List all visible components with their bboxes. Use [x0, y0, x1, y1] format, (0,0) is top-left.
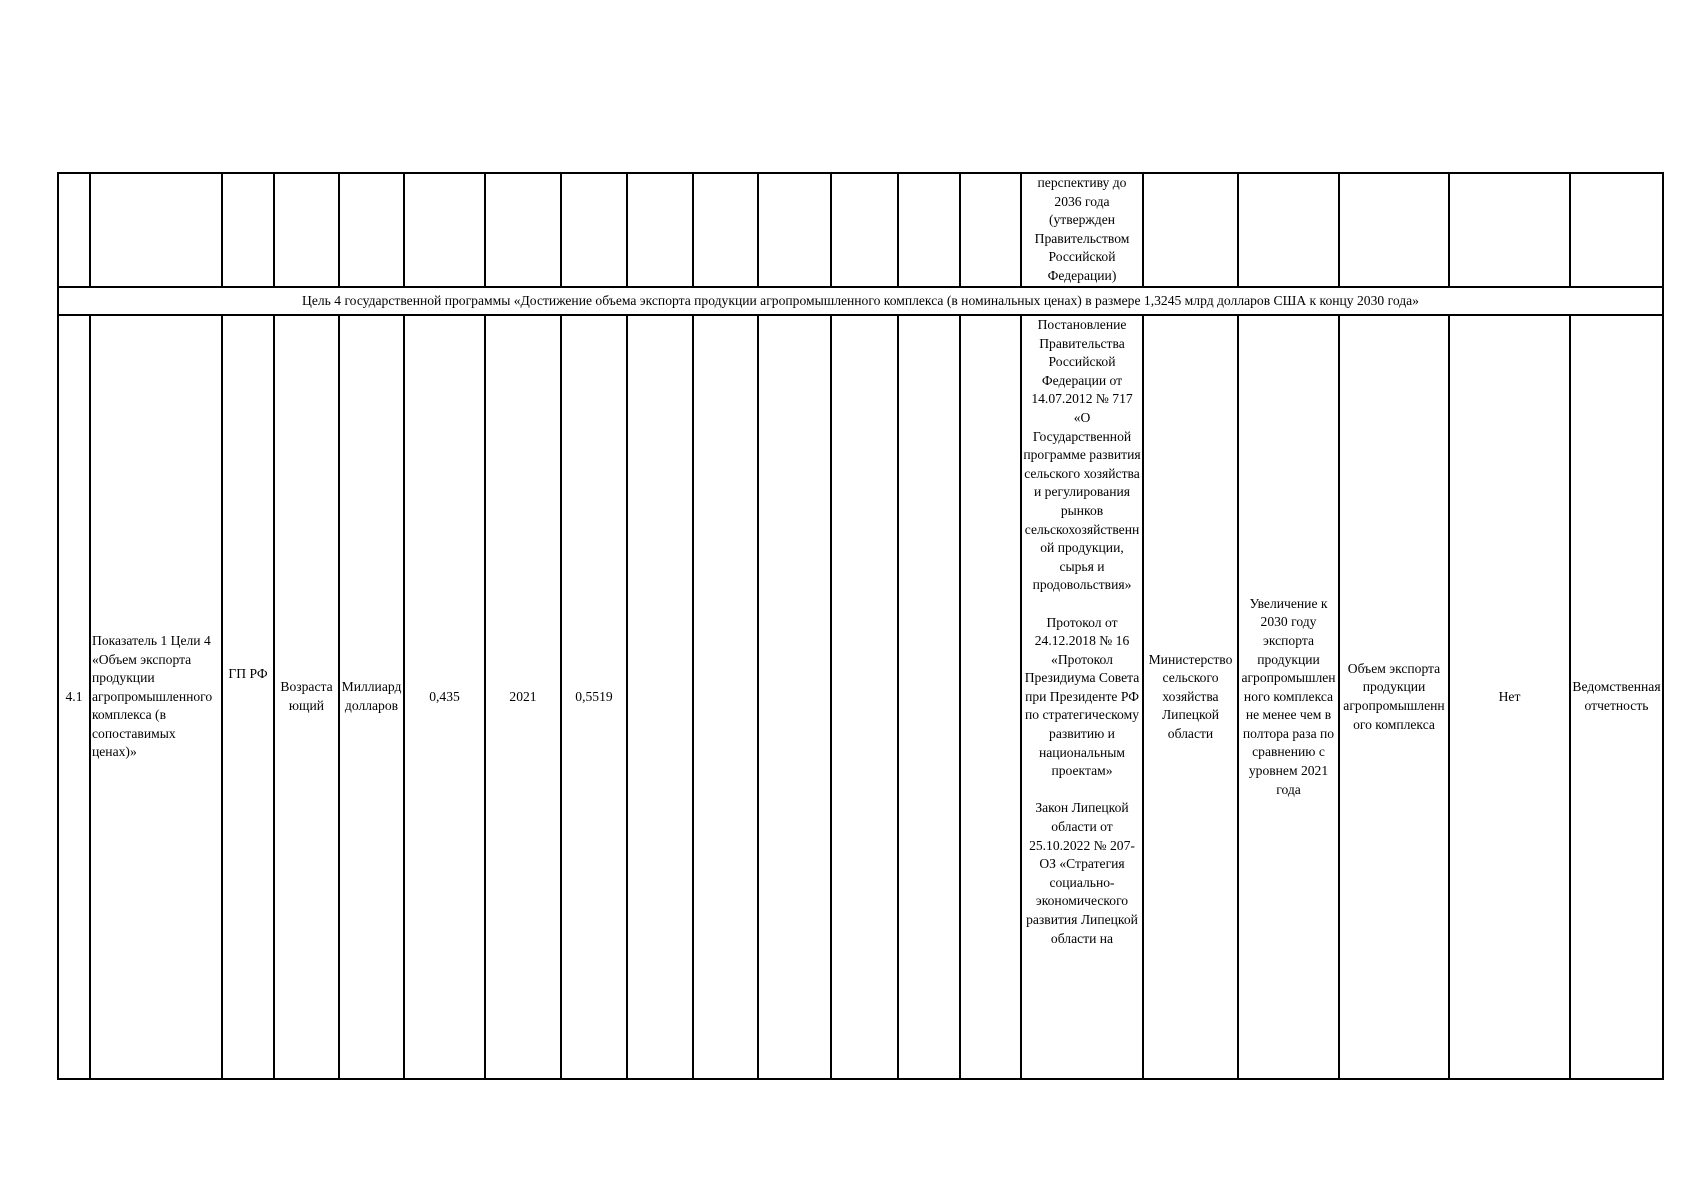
cell-empty — [831, 315, 898, 1079]
cell-empty — [898, 173, 960, 287]
cell-empty — [561, 173, 627, 287]
result-link: Объем экспорта продукции агропромышленного комплекса — [1339, 315, 1449, 1079]
cell-empty — [627, 315, 693, 1079]
base-year: 2021 — [485, 315, 561, 1079]
cell-empty — [90, 173, 222, 287]
cell-empty — [339, 173, 404, 287]
cell-empty — [1570, 173, 1663, 287]
indicator-unit: Миллиард долларов — [339, 315, 404, 1079]
basis-document-1: Постановление Правительства Российской Федерации от 14.07.2012 № 717 «О Государственной программе развития сельского хозяйства и регулирования рынков сельскохозяйственной продукции, сырья и продовольствия» — [1023, 317, 1141, 593]
cell-empty — [898, 315, 960, 1079]
cell-empty — [1449, 173, 1570, 287]
indicators-table — [57, 172, 1664, 1080]
cell-empty — [1238, 173, 1339, 287]
target-value: 0,5519 — [561, 315, 627, 1079]
cell-empty — [758, 315, 831, 1079]
indicator-trend: Возрастающий — [274, 315, 339, 1079]
cell-empty — [831, 173, 898, 287]
cell-empty — [1143, 173, 1238, 287]
indicator-level: ГП РФ — [222, 315, 274, 1079]
indicator-name: Показатель 1 Цели 4 «Объем экспорта продукции агропромышленного комплекса (в сопоставимых ценах)» — [90, 315, 222, 1079]
cell-empty — [58, 173, 90, 287]
continuation-row — [58, 173, 1663, 287]
cell-empty — [960, 173, 1021, 287]
cell-empty — [693, 315, 758, 1079]
cell-empty — [274, 173, 339, 287]
basis-document-3: Закон Липецкой области от 25.10.2022 № 207-ОЗ «Стратегия социально-экономического развития Липецкой области на — [1026, 800, 1138, 946]
cell-empty — [222, 173, 274, 287]
basis-document-2: Протокол от 24.12.2018 № 16 «Протокол Президиума Совета при Президенте РФ по стратегическому развитию и национальным проектам» — [1024, 614, 1140, 779]
goal-title: Цель 4 государственной программы «Достижение объема экспорта продукции агропромышленного комплекса (в номинальных ценах) в размере 1,3245 млрд долларов США к концу 2030 года» — [58, 287, 1663, 315]
indicator-flag: Нет — [1449, 315, 1570, 1079]
cell-empty — [627, 173, 693, 287]
base-value: 0,435 — [404, 315, 485, 1079]
cell-empty — [485, 173, 561, 287]
basis-continuation-cell: перспективу до 2036 года (утвержден Правительством Российской Федерации) — [1021, 173, 1143, 287]
cell-empty — [1339, 173, 1449, 287]
goal-row — [58, 287, 1663, 315]
goal-link: Увеличение к 2030 году экспорта продукции агропромышленного комплекса не менее чем в полтора раза по сравнению с уровнем 2021 года — [1238, 315, 1339, 1079]
cell-empty — [404, 173, 485, 287]
cell-empty — [758, 173, 831, 287]
responsible-body: Министерство сельского хозяйства Липецкой области — [1143, 315, 1238, 1079]
indicator-number: 4.1 — [58, 315, 90, 1079]
information-system: Ведомственная отчетность — [1570, 315, 1663, 1079]
cell-empty — [693, 173, 758, 287]
cell-empty — [960, 315, 1021, 1079]
basis-documents-cell — [1021, 315, 1143, 1079]
indicator-row — [58, 315, 1663, 1079]
